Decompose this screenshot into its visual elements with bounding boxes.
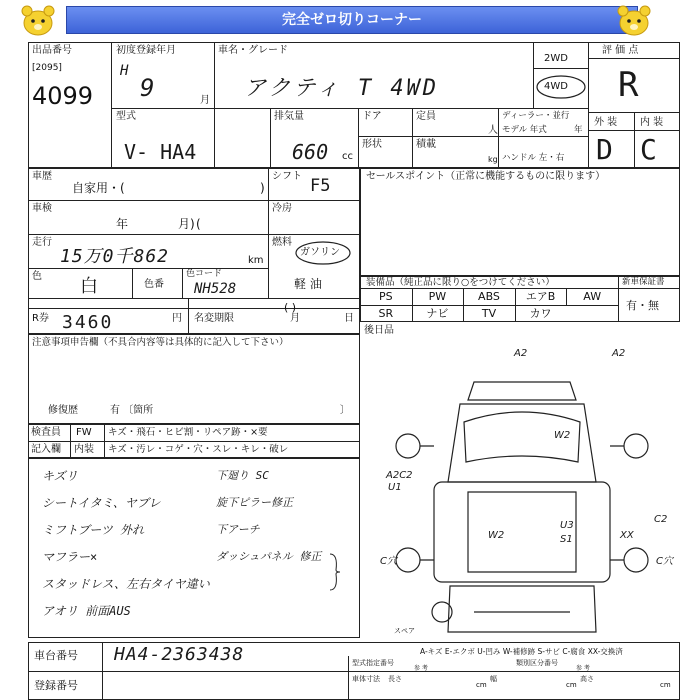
chassis-label: 車台番号 (34, 649, 78, 662)
length-unit: cm (476, 681, 487, 689)
remarks-brace-icon (328, 552, 342, 592)
person-unit: 人 (488, 125, 498, 136)
recycle-value: 3460 (62, 312, 114, 333)
yen-unit: 円 (172, 313, 182, 324)
interior-value: C (640, 133, 657, 166)
first-reg-label: 初度登録年月 (116, 45, 176, 56)
kg-unit: kg (488, 155, 498, 164)
chassis-value: HA4-2363438 (114, 644, 245, 665)
remark-line: キズリ (42, 469, 78, 483)
color-code-value: NH528 (194, 281, 237, 297)
fuel-diesel: 軽 油 (294, 277, 322, 291)
color-no-label: 色番 (144, 279, 164, 290)
equipment-item: TV (481, 307, 497, 320)
color-label: 色 (32, 271, 42, 282)
rating-value: R (618, 65, 639, 105)
load-label: 積載 (416, 139, 436, 150)
damage-mark: U1 (388, 482, 402, 493)
fuel-label: 燃料 (272, 237, 292, 248)
shift-label: シフト (272, 171, 302, 182)
inspector-label: 検査員 (31, 427, 61, 438)
warranty-label: 新車保証書 (622, 277, 665, 287)
mileage-value: 15万0千862 (60, 246, 170, 267)
repair-value: 有 〔箇所 (110, 405, 154, 416)
model-value: V- HA4 (124, 140, 197, 164)
first-reg-era: H (120, 63, 129, 79)
fuel-gasoline-circle-icon (294, 240, 352, 266)
color-code-label: 色コード (186, 269, 223, 279)
color-value: 白 (80, 276, 98, 297)
drive-2wd: 2WD (544, 53, 568, 64)
length-label: 長さ (388, 675, 402, 683)
displacement-value: 660 (292, 140, 329, 164)
rear-right-wheel (624, 548, 648, 572)
shape-label: 形状 (362, 139, 382, 150)
equipment-item: カワ (529, 307, 552, 320)
equipment-item: PS (378, 290, 393, 303)
history-label: 車歴 (32, 171, 52, 182)
front-left-wheel (396, 434, 420, 458)
first-reg-year: 9 (140, 74, 155, 102)
width-label: 幅 (490, 675, 497, 683)
damage-mark: XX (620, 530, 634, 541)
drive-4wd-circle-icon (535, 74, 587, 100)
legend-outside: キズ・飛石・ヒビ割・リペア跡・×要 (108, 427, 268, 438)
equipment-item: AW (583, 290, 602, 303)
handle-label: ハンドル 左・右 (502, 153, 565, 163)
damage-mark: C穴 (656, 556, 673, 567)
inside-label: 内装 (74, 444, 94, 455)
history-close: ) (260, 181, 265, 195)
recycle-label: R券 (32, 313, 49, 324)
fw-label: FW (76, 427, 92, 438)
inspection-paren: ( (196, 217, 201, 231)
damage-mark: W2 (554, 430, 571, 441)
exterior-label: 外 装 (594, 117, 618, 128)
car-name-value: アクティ T 4WD (244, 76, 440, 101)
equipment-item: PW (428, 290, 447, 303)
title-date-label: 名変期限 (194, 313, 234, 324)
equipment-item: ナビ (426, 307, 449, 320)
damage-mark: W2 (488, 530, 505, 541)
year-unit: 年 (574, 125, 583, 135)
history-value: 自家用・( (72, 181, 125, 195)
rear-bed (448, 586, 596, 632)
dim-label: 車体寸法 (352, 675, 380, 683)
front-right-wheel (624, 434, 648, 458)
inspection-label: 車検 (32, 203, 52, 214)
equipment-item: SR (378, 307, 394, 320)
height-label: 高さ (580, 675, 594, 683)
caution-label: 注意事項申告欄（不具合内容等は具体的に記入して下さい） (32, 337, 289, 348)
remark-right-line: 下廻り SC (216, 469, 269, 482)
exterior-value: D (596, 133, 613, 166)
remark-line: アオリ 前面AUS (42, 604, 131, 618)
remark-line: マフラー× (42, 550, 98, 564)
km-unit: km (248, 255, 264, 266)
first-reg-month-unit: 月 (200, 95, 210, 106)
banner (0, 0, 700, 40)
fuel-gasoline: ガソリン (300, 247, 340, 258)
front-bumper (468, 382, 576, 400)
ref-label-1: 参 考 (414, 665, 428, 672)
shift-value: F5 (310, 176, 331, 196)
door-label: ドア (362, 111, 382, 122)
displacement-label: 排気量 (274, 111, 304, 122)
width-unit: cm (566, 681, 577, 689)
model-label: 型式 (116, 111, 136, 122)
remark-right-line: 下アーチ (216, 523, 260, 536)
hood (448, 404, 596, 482)
equipment-item: ABS (478, 290, 500, 303)
auction-sheet (28, 42, 680, 700)
remark-line: スタッドレス、左右タイヤ違い (42, 577, 210, 591)
remark-line: ミフトブーツ 外れ (42, 523, 145, 537)
cab-body (434, 482, 610, 582)
title-day-unit: 日 (344, 313, 354, 324)
rating-label: 評 価 点 (602, 45, 639, 56)
displacement-unit: cc (342, 151, 353, 162)
damage-mark: A2 (514, 348, 528, 359)
lot-number: 4099 (32, 82, 94, 110)
repair-close: 〕 (340, 405, 350, 416)
interior-label: 内 装 (640, 117, 664, 128)
sales-point-block (360, 168, 680, 276)
model-year-label: モデル 年式 (502, 125, 547, 135)
mileage-label: 走行 (32, 237, 52, 248)
banner-title: 完全ゼロ切りコーナー (66, 6, 638, 34)
damage-mark: C2 (654, 514, 668, 525)
equipment-label: 装備品（純正品に限り○をつけてください） (366, 277, 555, 288)
category-label: 類別区分番号 (516, 659, 558, 667)
damage-mark: A2C2 (386, 470, 413, 481)
damage-mark: A2 (612, 348, 626, 359)
remark-right-line: ダッシュパネル 修正 (216, 550, 322, 563)
rear-left-wheel (396, 548, 420, 572)
fuel-paren: ( ) (284, 301, 297, 314)
lot-label: 出品番号 (32, 45, 72, 56)
spare-label: スペア (394, 627, 415, 635)
entry-label: 記入欄 (31, 444, 61, 455)
remark-right-line: 旋下ピラー修正 (216, 496, 293, 509)
inspection-month-unit: 月) (178, 217, 195, 231)
equipment-item: エアB (525, 290, 556, 303)
lot-code: [2095] (32, 63, 62, 73)
legend-inside: キズ・汚レ・コゲ・穴・スレ・キレ・破レ (108, 444, 289, 455)
dealer-label: ディーラー・並行 (502, 111, 570, 121)
inspection-year-unit: 年 (116, 217, 129, 231)
ac-label: 冷房 (272, 203, 292, 214)
drive-4wd: 4WD (544, 81, 568, 92)
damage-mark: C穴 (380, 556, 397, 567)
repair-label: 修復歴 (48, 405, 78, 416)
height-unit: cm (660, 681, 671, 689)
car-damage-diagram (364, 342, 680, 642)
mascot-bear-icon (16, 2, 60, 38)
sales-point-label: セールスポイント（正常に機能するものに限ります） (366, 171, 606, 182)
damage-legend: A-キズ E-エクボ U-凹み W-補修跡 S-サビ C-腐食 XX-交換済 (420, 647, 623, 656)
damage-mark: U3 (560, 520, 574, 531)
remark-line: シートイタミ、ヤブレ (42, 496, 161, 510)
warranty-value: 有・無 (626, 299, 659, 312)
roof (468, 492, 576, 572)
title-month-unit: 月 (290, 313, 300, 324)
reg-label: 登録番号 (34, 679, 78, 692)
ref-label-2: 参 考 (576, 665, 590, 672)
capacity-label: 定員 (416, 111, 436, 122)
model-no-label: 型式指定番号 (352, 659, 394, 667)
rear-seat-label: 後日品 (364, 325, 394, 336)
damage-mark: S1 (560, 534, 573, 545)
mascot-bear-icon (612, 2, 656, 38)
car-name-label: 車名・グレード (218, 45, 288, 56)
